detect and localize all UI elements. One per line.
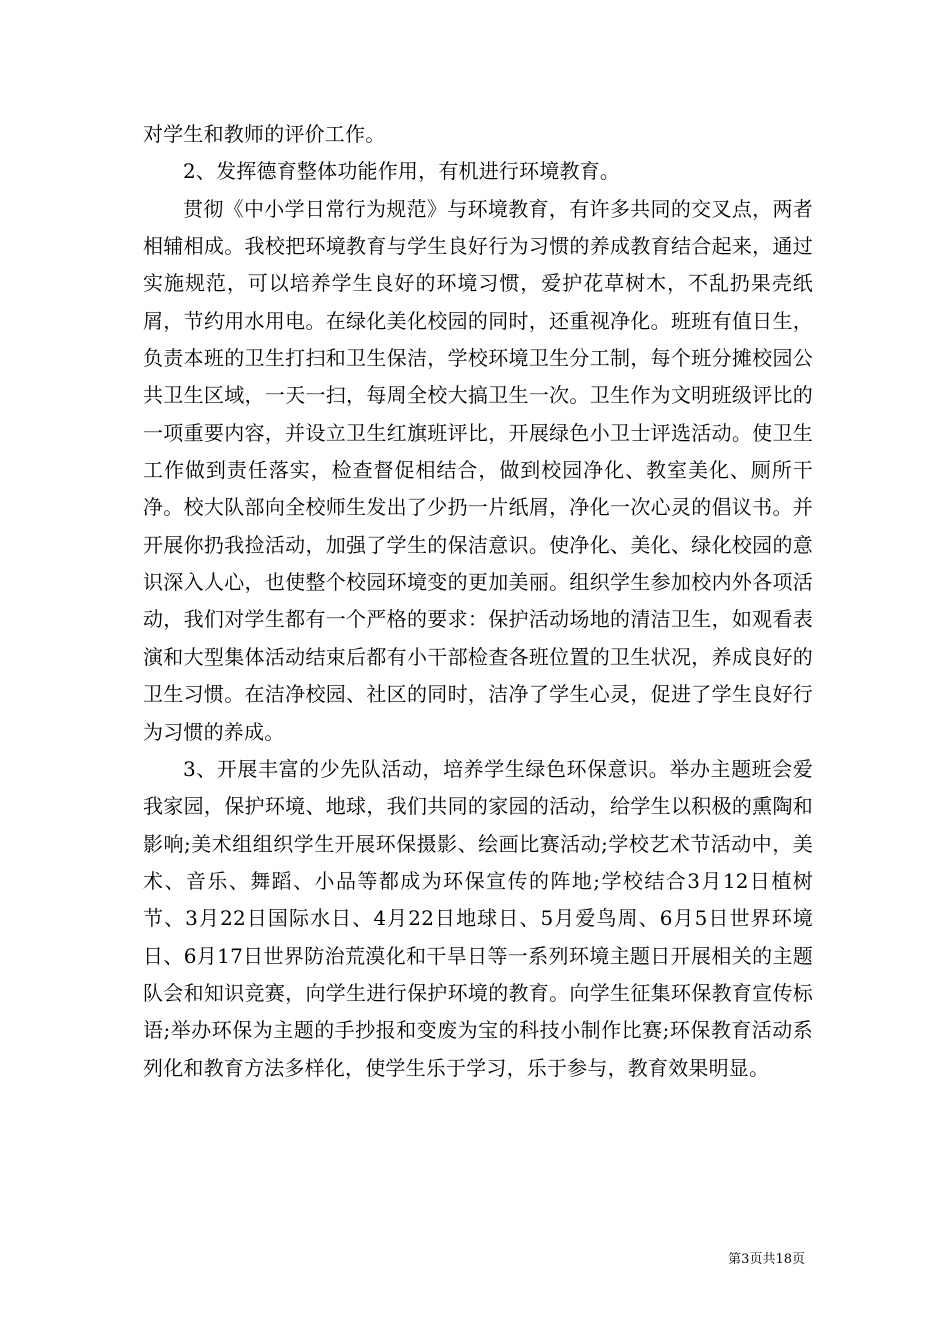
- paragraph-continuation: 对学生和教师的评价工作。: [143, 122, 386, 146]
- document-body: [143, 116, 813, 1087]
- page-number: 第3页共18页: [728, 1252, 805, 1267]
- paragraph-heading-2: 2、发挥德育整体功能作用，有机进行环境教育。: [183, 159, 621, 184]
- paragraph-heading-3-activities: 3、开展丰富的少先队活动，培养学生绿色环保意识。举办主题班会爱我家园，保护环境、地球，我们共同的家园的活动，给学生以积极的熏陶和影响;美术组组织学生开展环保摄影、绘画比赛活动;学校艺术节活动中，美术、音乐、舞蹈、小品等都成为环保宣传的阵地;学校结合3月12日植树节、3月22日国际水日、4月22日地球日、5月爱鸟周、6月5日世界环境日、6月17日世界防治荒漠化和干旱日等一系列环境主题日开展相关的主题队会和知识竞赛，向学生进行保护环境的教育。向学生征集环保教育宣传标语;举办环保为主题的手抄报和变废为宝的科技小制作比赛;环保教育活动系列化和教育方法多样化，使学生乐于学习，乐于参与，教育效果明显。: [143, 756, 813, 1080]
- paragraph-behavior-norms: 贯彻《中小学日常行为规范》与环境教育，有许多共同的交叉点，两者相辅相成。我校把环境教育与学生良好行为习惯的养成教育结合起来，通过实施规范，可以培养学生良好的环境习惯，爱护花草树木，不乱扔果壳纸屑，节约用水用电。在绿化美化校园的同时，还重视净化。班班有值日生，负责本班的卫生打扫和卫生保洁，学校环境卫生分工制，每个班分摊校园公共卫生区域，一天一扫，每周全校大搞卫生一次。卫生作为文明班级评比的一项重要内容，并设立卫生红旗班评比，开展绿色小卫士评选活动。使卫生工作做到责任落实，检查督促相结合，做到校园净化、教室美化、厕所干净。校大队部向全校师生发出了少扔一片纸屑，净化一次心灵的倡议书。并开展你扔我捡活动，加强了学生的保洁意识。使净化、美化、绿化校园的意识深入人心，也使整个校园环境变的更加美丽。组织学生参加校内外各项活动，我们对学生都有一个严格的要求：保护活动场地的清洁卫生，如观看表演和大型集体活动结束后都有小干部检查各班位置的卫生状况，养成良好的卫生习惯。在洁净校园、社区的同时，洁净了学生心灵，促进了学生良好行为习惯的养成。: [143, 196, 813, 744]
